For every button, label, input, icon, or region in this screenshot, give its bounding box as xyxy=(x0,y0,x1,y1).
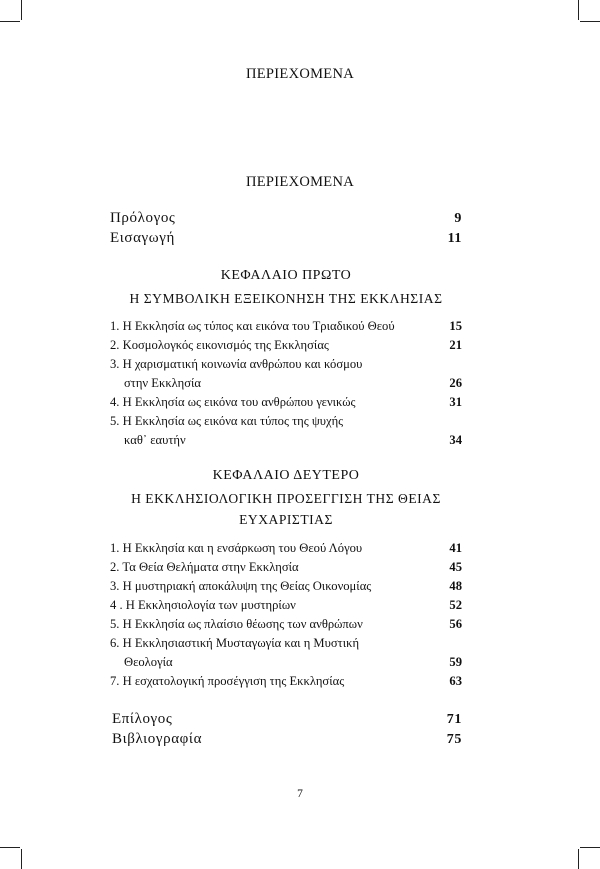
toc-entry-label: 5. Η Εκκλησία ως εικόνα και τύπος της ψυχής xyxy=(110,414,344,428)
toc-entry xyxy=(112,731,462,748)
crop-mark xyxy=(578,0,579,20)
toc-entry-label: Βιβλιογραφία xyxy=(112,731,203,747)
toc-entry-page: 21 xyxy=(449,338,462,352)
toc-entry xyxy=(110,376,462,391)
toc-entry xyxy=(110,433,462,448)
toc-entry-label: 1. Η Εκκλησία ως τύπος και εικόνα του Τριαδικού Θεού xyxy=(110,319,395,333)
toc-entry xyxy=(110,655,462,670)
toc-entry xyxy=(110,541,462,556)
crop-mark xyxy=(580,847,600,848)
toc-entry-page: 75 xyxy=(446,732,462,747)
chapter-subtitle: ΕΥΧΑΡΙΣΤΙΑΣ xyxy=(239,512,333,527)
toc-entry-label: 4. Η Εκκλησία ως εικόνα του ανθρώπου γενικώς xyxy=(110,395,356,409)
toc-entry-page: 15 xyxy=(449,319,462,333)
toc-entry-label: 6. Η Εκκλησιαστική Μυσταγωγία και η Μυστική xyxy=(110,636,360,650)
toc-entry-label: Θεολογία xyxy=(124,655,173,669)
toc-entry xyxy=(110,210,462,227)
running-head: ΠΕΡΙΕΧΟΜΕΝΑ xyxy=(245,66,354,82)
toc-entry xyxy=(110,230,462,247)
toc-entry xyxy=(110,636,462,651)
toc-entry-label: στην Εκκλησία xyxy=(124,376,202,390)
crop-mark xyxy=(578,849,579,869)
toc-entry xyxy=(110,617,462,632)
toc-entry xyxy=(110,579,462,594)
chapter-heading: ΚΕΦΑΛΑΙΟ ΠΡΩΤΟ xyxy=(220,268,352,283)
chapter-subtitle: Η ΣΥΜΒΟΛΙΚΗ ΕΞΕΙΚΟΝΗΣΗ ΤΗΣ ΕΚΚΛΗΣΙΑΣ xyxy=(129,291,443,306)
crop-mark xyxy=(0,21,20,22)
crop-mark xyxy=(0,847,20,848)
toc-entry-label: 5. Η Εκκλησία ως πλαίσιο θέωσης των ανθρώπων xyxy=(110,617,363,631)
toc-entry-page: 63 xyxy=(449,674,462,688)
toc-entry-label: 3. Η μυστηριακή αποκάλυψη της Θείας Οικονομίας xyxy=(110,579,372,593)
toc-entry-label: 7. Η εσχατολογική προσέγγιση της Εκκλησίας xyxy=(110,674,345,688)
toc-entry-label: Πρόλογος xyxy=(110,210,176,226)
toc-entry-label: 1. Η Εκκλησία και η ενσάρκωση του Θεού Λόγου xyxy=(110,541,363,555)
toc-entry-page: 31 xyxy=(449,395,462,409)
toc-entry-label: 3. Η χαρισματική κοινωνία ανθρώπου και κόσμου xyxy=(110,357,363,371)
toc-entry-label: 4 . Η Εκκλησιολογία των μυστηρίων xyxy=(110,598,296,612)
toc-entry-label: καθ᾽ εαυτήν xyxy=(124,433,186,447)
toc-entry-page: 59 xyxy=(449,655,462,669)
chapter-heading: ΚΕΦΑΛΑΙΟ ΔΕΥΤΕΡΟ xyxy=(212,468,360,483)
toc-entry xyxy=(110,598,462,613)
toc-entry-page: 45 xyxy=(449,560,462,574)
toc-entry-page: 71 xyxy=(446,712,462,727)
toc-entry-label: Εισαγωγή xyxy=(110,230,175,246)
toc-entry-page: 48 xyxy=(449,579,462,593)
toc-entry xyxy=(110,560,462,575)
toc-entry xyxy=(110,395,462,410)
toc-entry-label: 2. Κοσμολογκός εικονισμός της Εκκλησίας xyxy=(110,338,329,352)
toc-entry xyxy=(110,319,462,334)
toc-entry-page: 34 xyxy=(449,433,462,447)
page-number: 7 xyxy=(297,788,303,800)
toc-entry xyxy=(112,711,462,728)
crop-mark xyxy=(580,21,600,22)
crop-mark xyxy=(21,0,22,20)
toc-entry xyxy=(110,357,462,372)
toc-entry xyxy=(110,414,462,429)
toc-entry-page: 52 xyxy=(449,598,462,612)
crop-mark xyxy=(21,849,22,869)
toc-entry xyxy=(110,338,462,353)
toc-entry-page: 41 xyxy=(449,541,462,555)
toc-entry-page: 9 xyxy=(454,211,462,226)
toc-entry-page: 26 xyxy=(449,376,462,390)
toc-title: ΠΕΡΙΕΧΟΜΕΝΑ xyxy=(245,174,354,190)
toc-entry xyxy=(110,674,462,689)
toc-entry-label: 2. Τα Θεία Θελήματα στην Εκκλησία xyxy=(110,560,299,574)
chapter-subtitle: Η ΕΚΚΛΗΣΙΟΛΟΓΙΚΗ ΠΡΟΣΕΓΓΙΣΗ ΤΗΣ ΘΕΙΑΣ xyxy=(131,491,441,506)
toc-entry-page: 56 xyxy=(449,617,462,631)
toc-entry-label: Επίλογος xyxy=(112,711,173,727)
toc-entry-page: 11 xyxy=(447,231,462,246)
